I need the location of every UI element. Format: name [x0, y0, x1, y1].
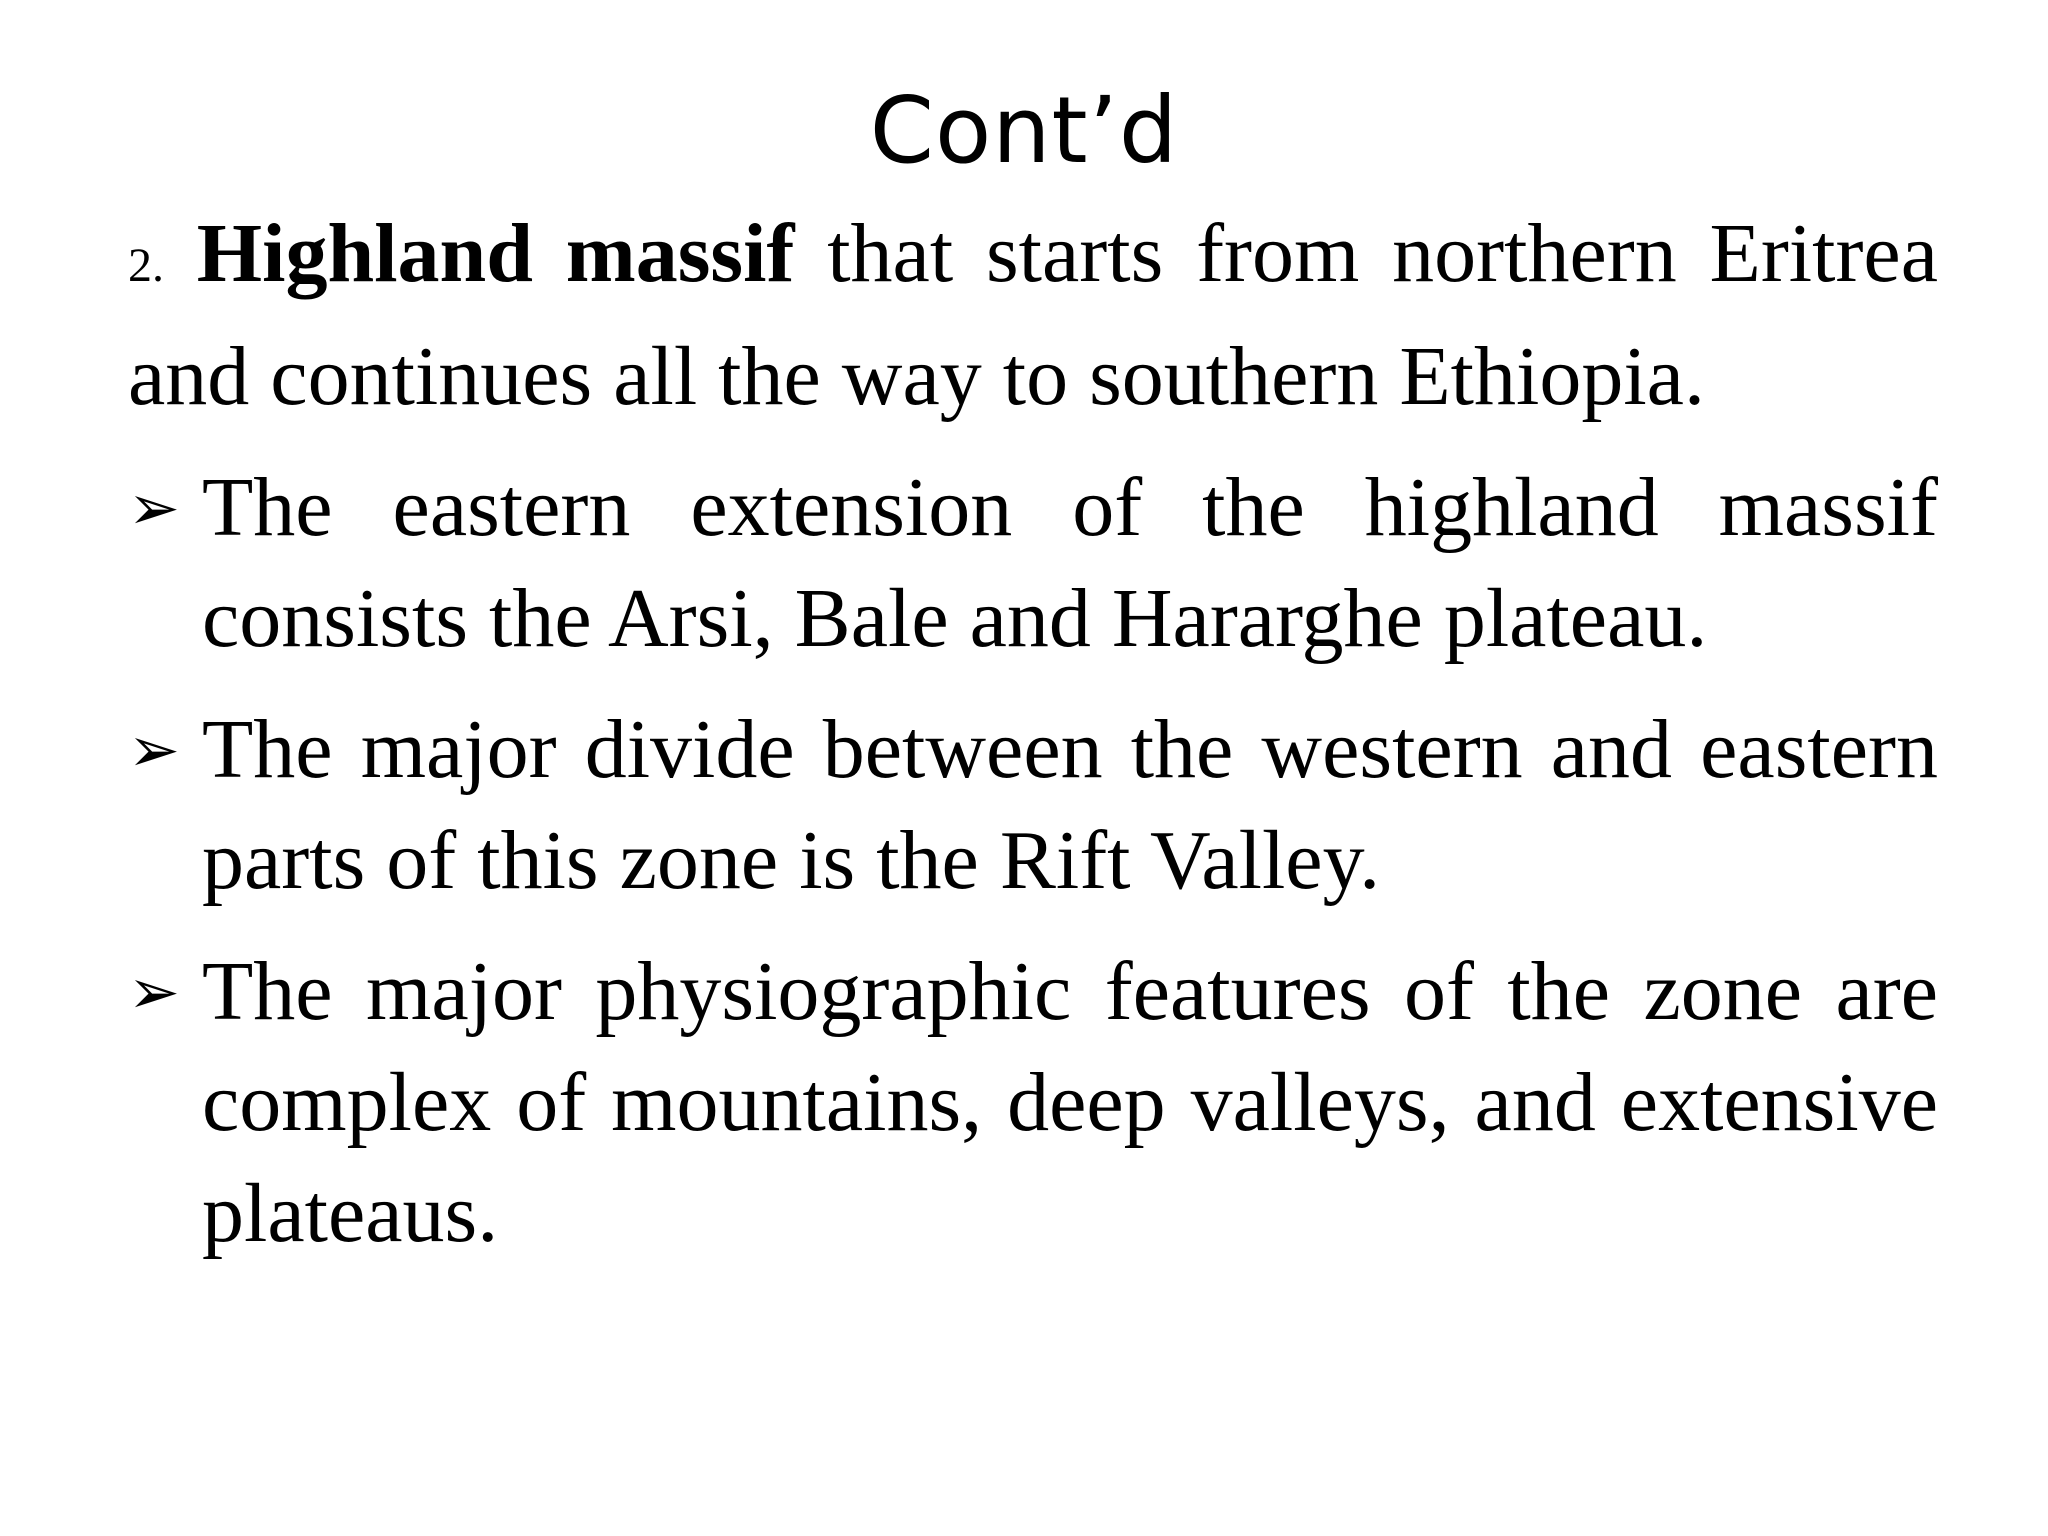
intro-number: 2.: [128, 239, 164, 292]
slide-title: Cont’d: [869, 77, 1179, 184]
list-item: [128, 694, 1938, 916]
intro-paragraph: [128, 198, 1938, 432]
bullet-text: The major divide between the western and eastern parts of this zone is the Rift Valley.: [202, 703, 1938, 907]
arrow-bullet-icon: ➢: [128, 713, 180, 786]
list-item: [128, 452, 1938, 674]
arrow-bullet-icon: ➢: [128, 955, 180, 1028]
intro-text: that starts from northern Eritrea and continues all the way to southern Ethiopia.: [128, 207, 1939, 423]
list-item: [128, 936, 1938, 1269]
slide-body: [128, 198, 1938, 1269]
bullet-text: The major physiographic features of the zone are complex of mountains, deep valleys, and extensive plateaus.: [202, 945, 1938, 1260]
bullet-list: [128, 452, 1938, 1269]
intro-bold-term: Highland massif: [196, 207, 795, 300]
bullet-text: The eastern extension of the highland massif consists the Arsi, Bale and Hararghe plateau.: [202, 461, 1938, 665]
arrow-bullet-icon: ➢: [128, 471, 180, 544]
